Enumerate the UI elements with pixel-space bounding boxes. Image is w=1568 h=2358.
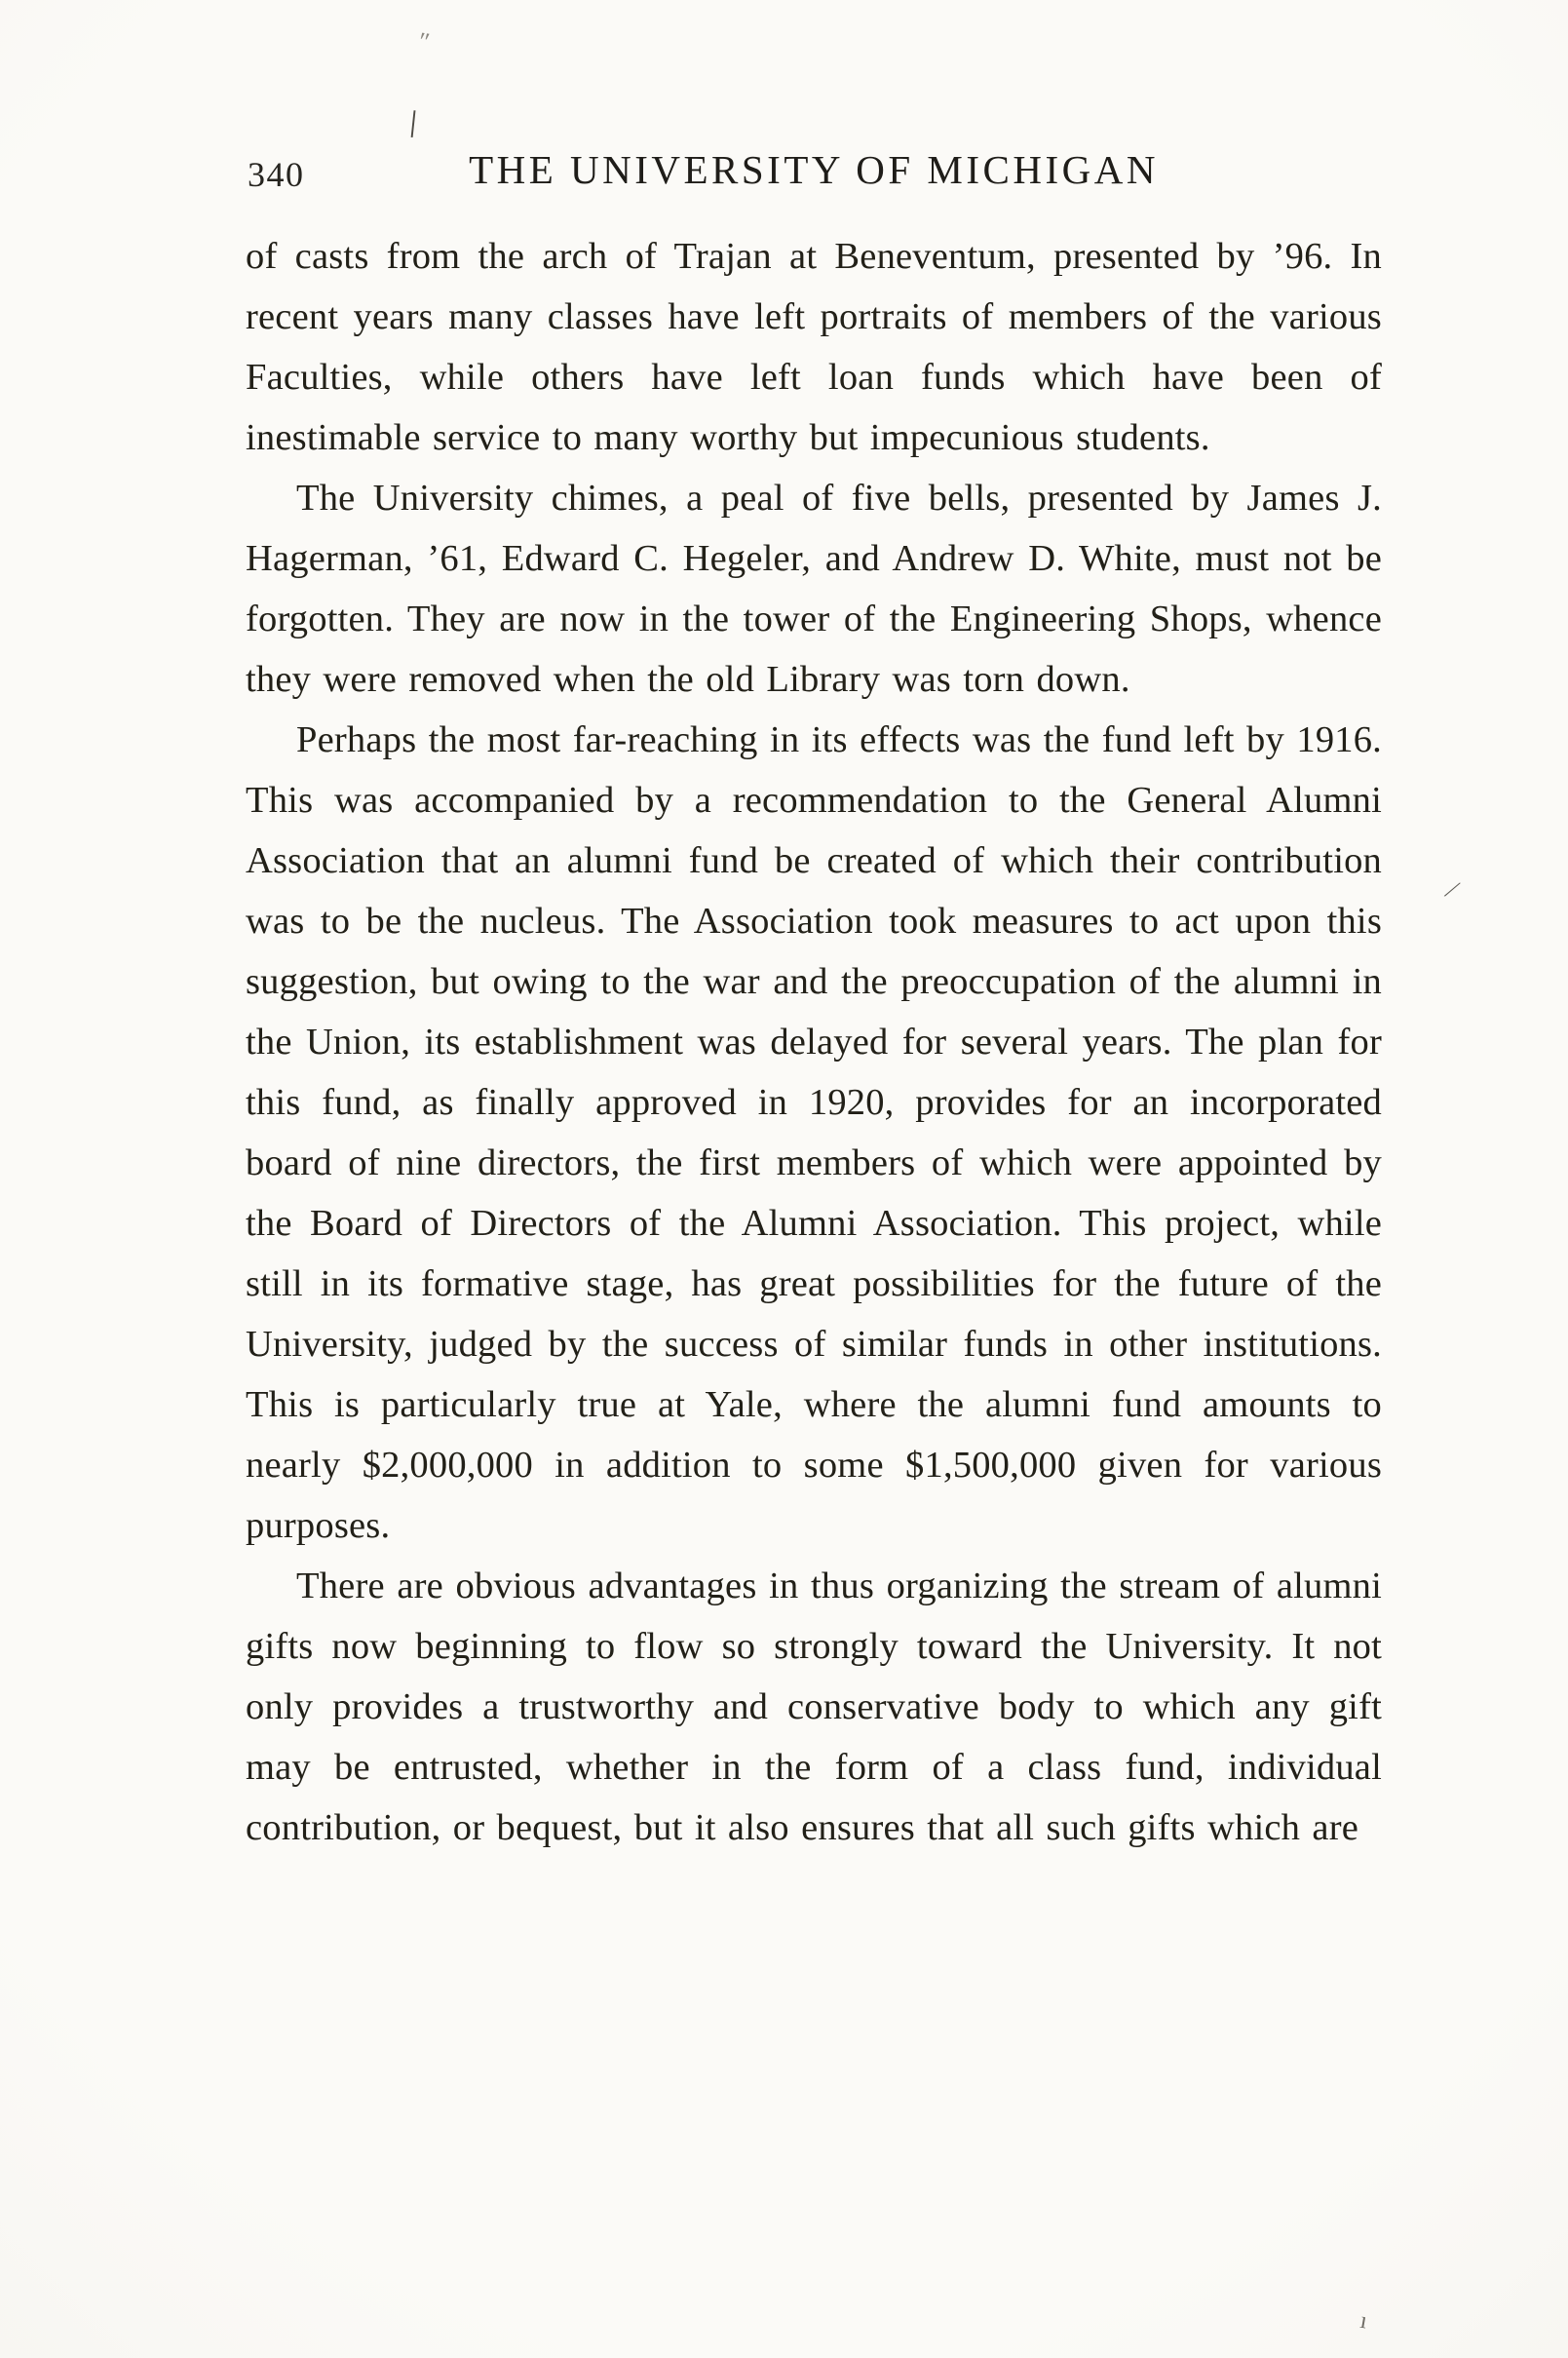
paragraph-4: There are obvious advantages in thus organizing the stream of alumni gifts now beginning to flow so strongly toward the University. It not only provides a trustworthy and conservative body to which any gift may be entrusted, whether in the form of a class fund, individual contribution, or bequest, but it also ensures that all such gifts which are	[246, 1566, 1382, 1848]
scan-artifact-top-tick: ʺ	[417, 26, 431, 57]
body-text	[246, 226, 1382, 1858]
paragraph-1: of casts from the arch of Trajan at Beneventum, presented by ’96. In recent years many classes have left portraits of members of the various Faculties, while others have left loan funds which have been of inestimable service to many worthy but impecunious students.	[246, 236, 1382, 458]
paragraph-2: The University chimes, a peal of five bells, presented by James J. Hagerman, ’61, Edward C. Hegeler, and Andrew D. White, must not be forgotten. They are now in the tower of the Engineering Shops, whence they were removed when the old Library was torn down.	[246, 478, 1382, 700]
scan-artifact-margin-stroke: ⁄	[1446, 874, 1458, 905]
running-title: THE UNIVERSITY OF MICHIGAN	[469, 147, 1159, 192]
paragraph-3: Perhaps the most far-reaching in its effects was the fund left by 1916. This was accompanied by a recommendation to the General Alumni Association that an alumni fund be created of which their contribution was to be the nucleus. The Association took measures to act upon this suggestion, but owing to the war and the preoccupation of the alumni in the Union, its establishment was delayed for several years. The plan for this fund, as finally approved in 1920, provides for an incorporated board of nine directors, the first members of which were appointed by the Board of Directors of the Alumni Association. This project, while still in its formative stage, has great possibilities for the future of the University, judged by the success of similar funds in other institutions. This is particularly true at Yale, where the alumni fund amounts to nearly $2,000,000 in addition to some $1,500,000 given for various purposes.	[246, 719, 1382, 1546]
scan-artifact-bottom-tick: ı	[1358, 2307, 1369, 2335]
page-number: 340	[248, 155, 305, 194]
running-head	[246, 146, 1382, 205]
scan-artifact-header-stroke: ǀ	[406, 101, 420, 147]
